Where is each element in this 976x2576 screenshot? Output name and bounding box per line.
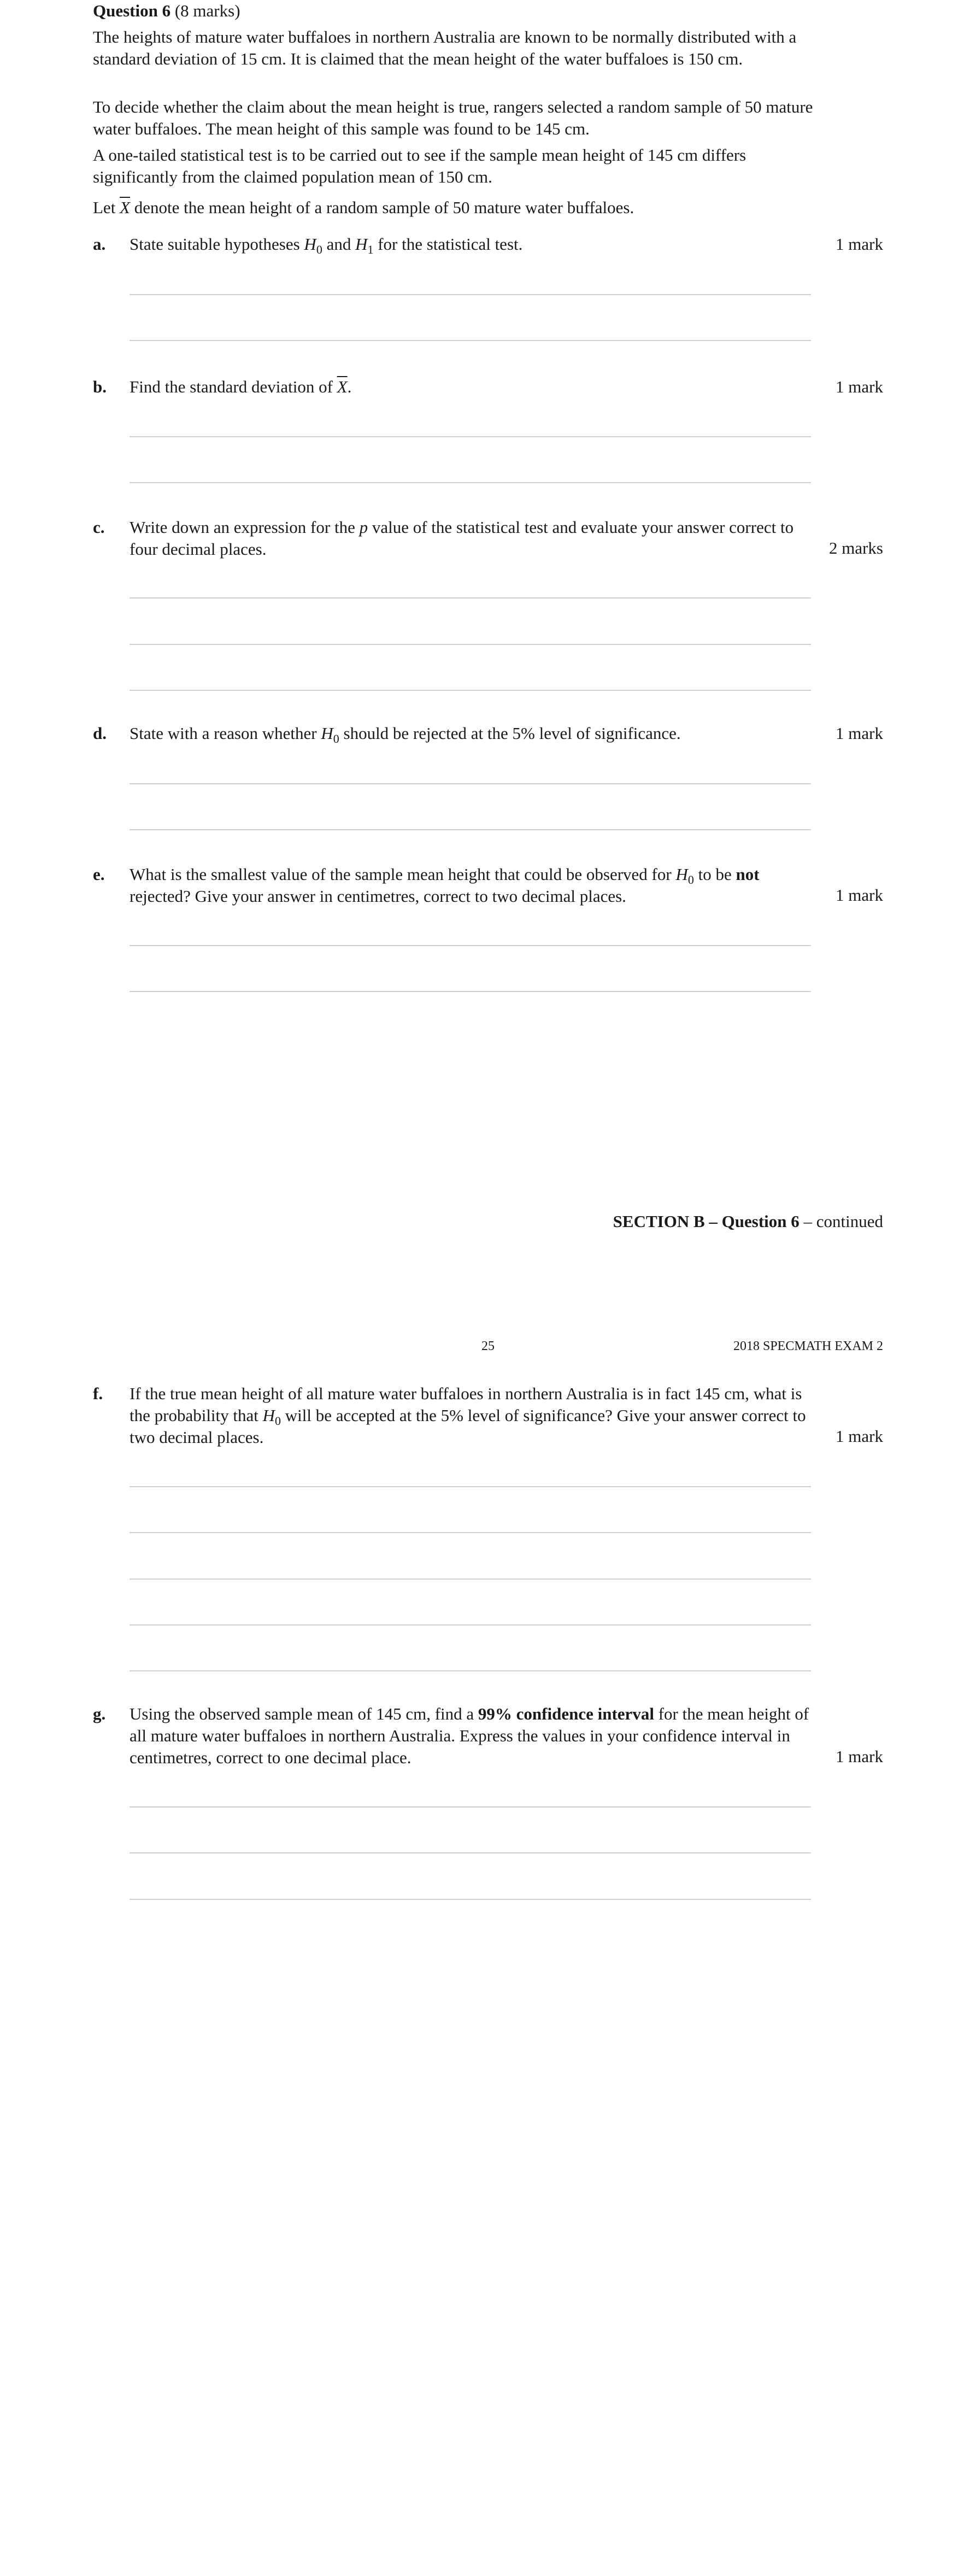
p-symbol: p — [359, 518, 368, 537]
answer-line[interactable] — [130, 1532, 811, 1533]
answer-line[interactable] — [130, 783, 811, 784]
page-number: 25 — [481, 1339, 495, 1353]
question-heading — [93, 0, 240, 22]
part-c-letter: c. — [93, 518, 105, 537]
x-bar-symbol: $\overline{X}$ — [337, 377, 348, 396]
part-d-text — [130, 723, 813, 744]
part-a-text-1: State suitable hypotheses — [130, 234, 300, 254]
part-e-text-1: What is the smallest value of the sample mean height that could be observed for — [130, 865, 672, 884]
continued-label: – continued — [803, 1212, 883, 1231]
intro-let-description: denote the mean height of a random sample of 50 mature water buffaloes. — [134, 198, 634, 217]
h-subscript-1: 1 — [367, 243, 374, 257]
part-c-text-1: Write down an expression for the — [130, 518, 355, 537]
h-subscript-0: 0 — [333, 732, 339, 746]
h-symbol: H — [321, 724, 333, 743]
section-continued-footer — [613, 1211, 883, 1233]
part-a-text — [130, 233, 813, 255]
part-g-marks: 1 mark — [836, 1747, 883, 1766]
answer-line[interactable] — [130, 945, 811, 946]
intro-paragraph-3: A one-tailed statistical test is to be carried out to see if the sample mean height of 145 cm differs significantly from the claimed population mean of 150 cm. — [93, 145, 746, 186]
part-e-bold-not: not — [736, 865, 760, 884]
answer-line[interactable] — [130, 1486, 811, 1487]
answer-line[interactable] — [130, 1624, 811, 1626]
intro-paragraph-2: To decide whether the claim about the mean height is true, rangers selected a random sample of 50 mature water buffaloes. The mean height of this sample was found to be 145 cm. — [93, 97, 813, 138]
part-g-text-1: Using the observed sample mean of 145 cm, find a — [130, 1704, 474, 1723]
part-b-text-1: Find the standard deviation of — [130, 377, 333, 396]
part-e-text — [130, 864, 813, 907]
answer-line[interactable] — [130, 1899, 811, 1900]
part-e-marks: 1 mark — [836, 885, 883, 905]
intro-let-text: Let — [93, 198, 116, 217]
part-d-letter: d. — [93, 724, 107, 743]
h-symbol: H — [675, 865, 688, 884]
intro-paragraph-4 — [93, 197, 820, 219]
part-a-letter: a. — [93, 234, 106, 254]
h-symbol: H — [355, 234, 368, 254]
part-b-text-2: . — [347, 377, 352, 396]
answer-line[interactable] — [130, 644, 811, 645]
part-b-marks: 1 mark — [836, 377, 883, 396]
h-subscript-0: 0 — [687, 873, 694, 887]
part-a-text-2: for the statistical test. — [378, 234, 523, 254]
part-f-letter: f. — [93, 1384, 103, 1403]
part-f-text-2: will be accepted at the 5% level of significance? Give your answer correct to two decimal places. — [130, 1406, 806, 1447]
h-symbol: H — [304, 234, 316, 254]
h-symbol: H — [262, 1406, 275, 1425]
part-d-text-1: State with a reason whether — [130, 724, 317, 743]
part-a-and: and — [326, 234, 351, 254]
part-f-text-1: If the true mean height of all mature water buffaloes in northern Australia is in fact 145 cm, what is the probability that — [130, 1384, 802, 1425]
part-e-letter: e. — [93, 865, 105, 884]
answer-line[interactable] — [130, 436, 811, 437]
intro-paragraph-1: The heights of mature water buffaloes in northern Australia are known to be normally distributed with a standard deviation of 15 cm. It is claimed that the mean height of the water buffaloes is 150 cm. — [93, 27, 797, 68]
part-g-letter: g. — [93, 1704, 106, 1723]
part-f-text — [130, 1383, 813, 1448]
part-b-text — [130, 376, 813, 398]
answer-line[interactable] — [130, 340, 811, 341]
part-c-text — [130, 517, 813, 560]
part-g-text-2: for the mean height of all mature water buffaloes in northern Australia. Express the values in your confidence interval in centimetres, correct to one decimal place. — [130, 1704, 809, 1767]
part-b-letter: b. — [93, 377, 107, 396]
answer-line[interactable] — [130, 1806, 811, 1808]
part-g-bold-ci: 99% confidence interval — [478, 1704, 654, 1723]
part-f-marks: 1 mark — [836, 1427, 883, 1446]
section-question-label: SECTION B – Question 6 — [613, 1212, 799, 1231]
part-g-text — [130, 1703, 813, 1769]
question-title: Question 6 — [93, 1, 171, 20]
question-marks-total: (8 marks) — [174, 1, 240, 20]
part-e-text-2: to be — [698, 865, 732, 884]
answer-line[interactable] — [130, 690, 811, 691]
part-d-marks: 1 mark — [836, 724, 883, 743]
answer-line[interactable] — [130, 1579, 811, 1580]
part-d-text-2: should be rejected at the 5% level of significance. — [343, 724, 681, 743]
h-subscript-0: 0 — [316, 243, 322, 257]
exam-title: 2018 SPECMATH EXAM 2 — [733, 1339, 883, 1353]
answer-line[interactable] — [130, 1670, 811, 1671]
part-c-marks: 2 marks — [828, 538, 883, 558]
answer-line[interactable] — [130, 829, 811, 830]
part-e-text-3: rejected? Give your answer in centimetres, correct to two decimal places. — [130, 887, 626, 906]
part-c-text-2: value of the statistical test and evaluate your answer correct to four decimal places. — [130, 518, 794, 559]
answer-line[interactable] — [130, 294, 811, 295]
answer-line[interactable] — [130, 482, 811, 483]
answer-line[interactable] — [130, 1852, 811, 1853]
h-subscript-0: 0 — [275, 1414, 281, 1428]
answer-line[interactable] — [130, 597, 811, 598]
answer-line[interactable] — [130, 991, 811, 992]
part-a-marks: 1 mark — [836, 234, 883, 254]
x-bar-symbol: $\overline{X}$ — [120, 198, 130, 217]
